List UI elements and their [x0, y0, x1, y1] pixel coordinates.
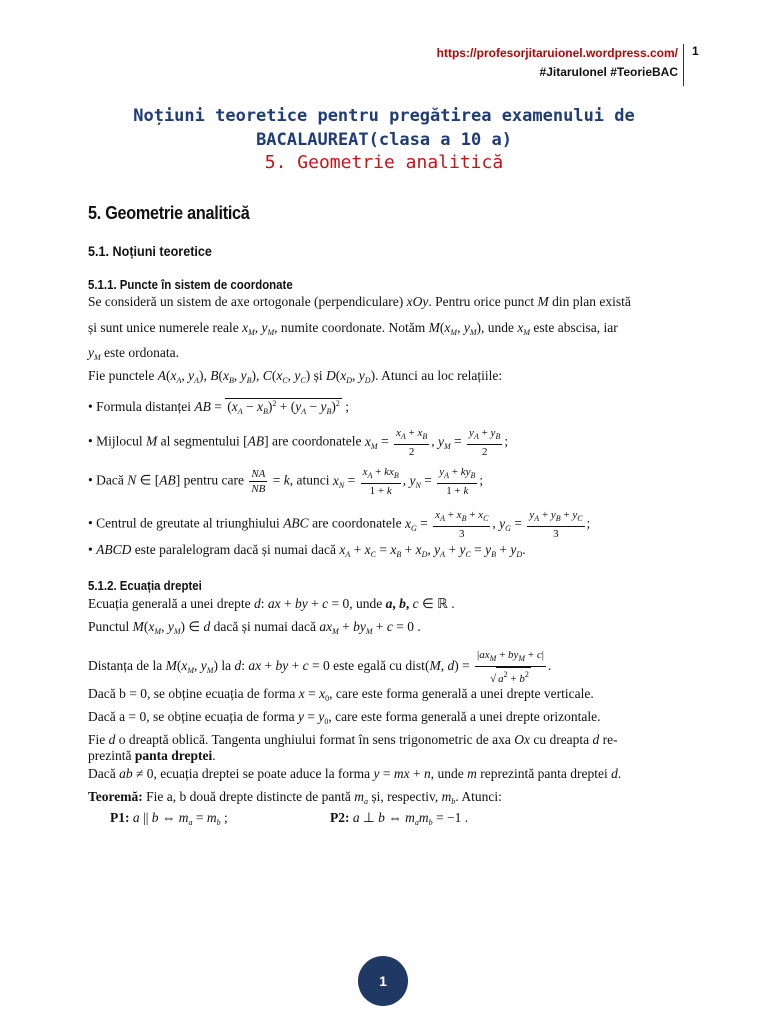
text-line: prezintă panta dreptei. [88, 748, 216, 763]
text-line: $y_M$ este ordonata. [88, 345, 180, 362]
page-header [437, 44, 678, 82]
document-title [90, 104, 678, 152]
subsubsection-heading-points: 5.1.1. Puncte în sistem de coordonate [88, 277, 293, 292]
bullet-parallelogram: • ABCD este paralelogram dacă și numai dacă $x_A + x_C = x_B + x_D$, $y_A + y_C = y_B + y_D$. [88, 542, 526, 559]
header-url-link[interactable]: https://profesorjitaruionel.wordpress.com/ [436, 46, 678, 60]
title-line-1: Noțiuni teoretice pentru pregătirea examenului de [133, 106, 635, 126]
header-divider [683, 44, 684, 86]
text-line: și sunt unice numerele reale $x_M$, $y_M$, numite coordonate. Notăm $M(x_M$, $y_M$), unde $x_M$ este abscisa, iar [88, 320, 618, 337]
text-line: Dacă ab ≠ 0, ecuația dreptei se poate aduce la forma y = mx + n, unde m reprezintă panta dreptei d. [88, 766, 622, 781]
footer-page-badge: 1 [358, 956, 408, 1006]
theorem-line: Teoremă: Fie a, b două drepte distincte de pantă $m_a$ și, respectiv, $m_b$. Atunci: [88, 789, 502, 806]
text-line: Fie punctele $A(x_A$, $y_A$), $B(x_B$, $y_B$), $C(x_C$, $y_C$) și $D(x_D$, $y_D$). Atunci au loc relațiile: [88, 368, 503, 385]
text-line: Dacă b = 0, se obține ecuația de forma $x = x_0$, care este forma generală a unei drepte verticale. [88, 686, 594, 703]
property-p2: P2: a ⊥ b ⇔ $m_am_b = -1$ . [330, 810, 469, 827]
section-heading: 5. Geometrie analitică [88, 203, 250, 223]
bullet-centroid: • Centrul de greutate al triunghiului ABC are coordonatele $x_G$ = $\frac{x_A + x_B + x_C}{3}$ , $y_G$ = $\frac{y_A + y_B + y_C}{3}$ ; [88, 509, 591, 540]
text-line: Dacă a = 0, se obține ecuația de forma $y = y_0$, care este forma generală a unei drepte orizontale. [88, 709, 601, 726]
property-p1: P1: a || b ⇔ $m_a = m_b$ ; [110, 810, 228, 827]
document-subtitle: 5. Geometrie analitică [264, 152, 504, 173]
text-line: Ecuația generală a unei drepte d: ax + by + c = 0, unde a, b, c ∈ ℝ . [88, 596, 455, 611]
subsection-heading: 5.1. Noțiuni teoretice [88, 243, 212, 259]
title-line-2: BACALAUREAT(clasa a 10 a) [256, 130, 512, 150]
subsubsection-heading-line-equation: 5.1.2. Ecuația dreptei [88, 578, 202, 593]
header-tags: #JitaruIonel #TeorieBAC [539, 65, 678, 79]
bullet-distance-formula: • Formula distanței AB = $(x_A - x_B)^2 + (y_A - y_B)^2$ ; [88, 399, 350, 416]
text-line: Punctul $M(x_M$, $y_M$) ∈ d dacă și numai dacă $ax_M + by_M + c = 0$ . [88, 619, 421, 636]
bullet-midpoint: • Mijlocul M al segmentului [AB] are coordonatele $x_M$ = $\frac{x_A + x_B}{2}$ , $y_M$ = $\frac{y_A + y_B}{2}$ ; [88, 427, 509, 458]
text-line: Se consideră un sistem de axe ortogonale (perpendiculare) xOy. Pentru orice punct M din plan există [88, 294, 631, 309]
bullet-ratio-point: • Dacă N ∈ [AB] pentru care $\frac{NA}{NB}$ = k, atunci $x_N$ = $\frac{x_A + kx_B}{1 + k}$ , $y_N$ = $\frac{y_A + ky_B}{1 + k}$ ; [88, 466, 484, 497]
text-line-distance: Distanța de la $M(x_M$, $y_M$) la d: ax + by + c = 0 este egală cu dist(M, d) = $\frac{|ax_M + by_M + c|}{√ a^2 + b^2}$ . [88, 649, 552, 685]
header-page-number: 1 [692, 44, 699, 58]
text-line: Fie d o dreaptă oblică. Tangenta unghiului format în sens trigonometric de axa Ox cu dreapta d re- [88, 732, 618, 747]
